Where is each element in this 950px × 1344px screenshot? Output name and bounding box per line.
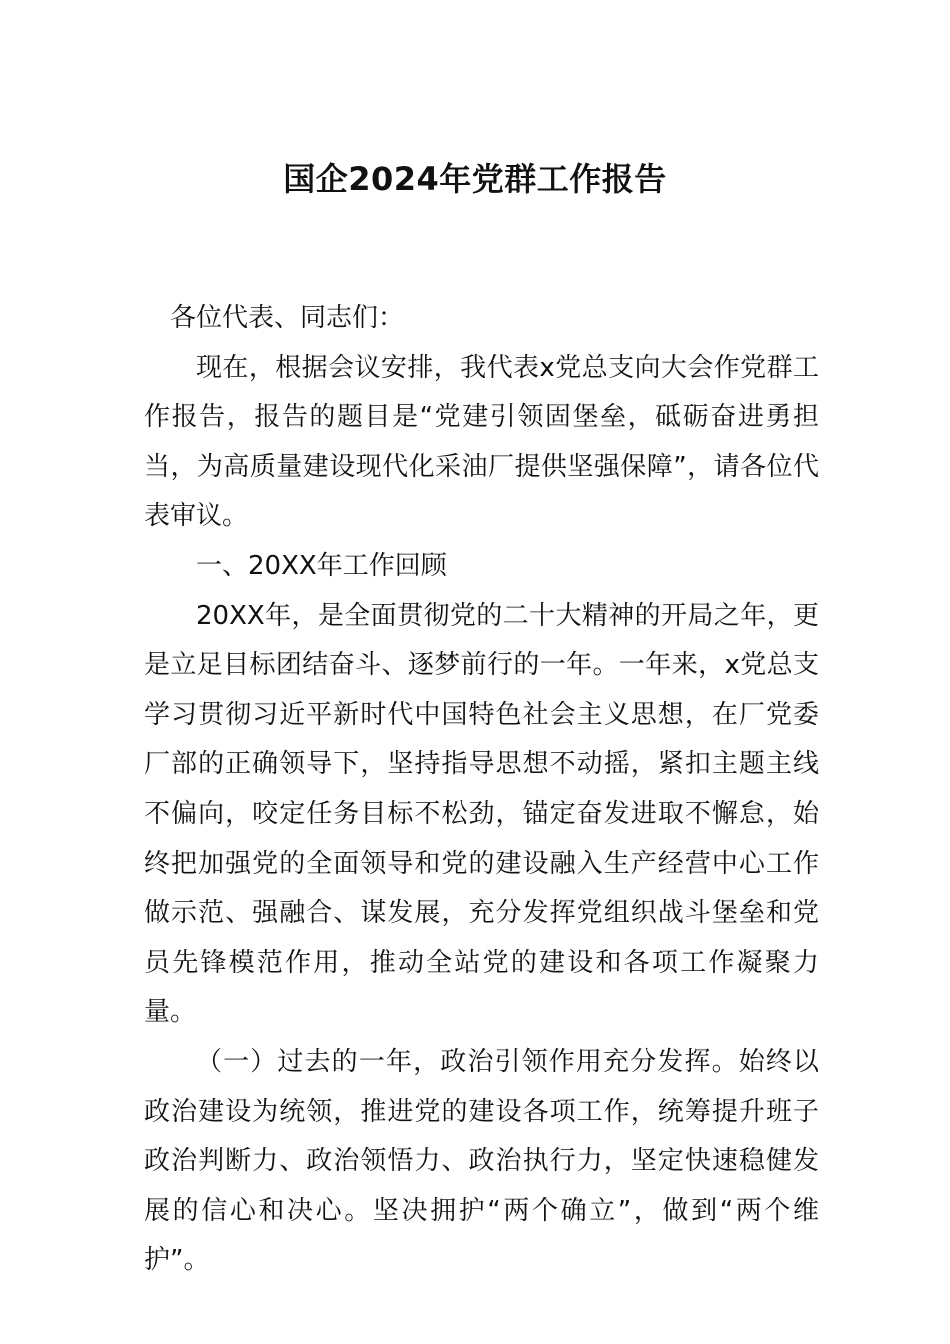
document-title: 国企2024年党群工作报告 [283,160,667,198]
paragraph-overview: 20XX年，是全面贯彻党的二十大精神的开局之年，更是立足目标团结奋斗、逐梦前行的一年。一年来，x党总支学习贯彻习近平新时代中国特色社会主义思想，在厂党委厂部的正确领导下，坚持指导思想不动摇，紧扣主题主线不偏向，咬定任务目标不松劲，锚定奋发进取不懈怠，始终把加强党的全面领导和党的建设融入生产经营中心工作做示范、强融合、谋发展，充分发挥党组织战斗堡垒和党员先锋模范作用，推动全站党的建设和各项工作凝聚力量。 [144,600,819,1028]
document-body [144,294,819,1286]
paragraph-intro: 现在，根据会议安排，我代表x党总支向大会作党群工作报告，报告的题目是“党建引领固堡垒，砥砺奋进勇担当，为高质量建设现代化采油厂提供坚强保障”，请各位代表审议。 [144,352,819,532]
section-heading-review: 一、20XX年工作回顾 [196,550,447,581]
salutation: 各位代表、同志们： [170,303,405,333]
paragraph-political-leadership: （一）过去的一年，政治引领作用充分发挥。始终以政治建设为统领，推进党的建设各项工作，统筹提升班子政治判断力、政治领悟力、政治执行力，坚定快速稳健发展的信心和决心。坚决拥护“两个确立”，做到“两个维护”。 [144,1046,819,1276]
